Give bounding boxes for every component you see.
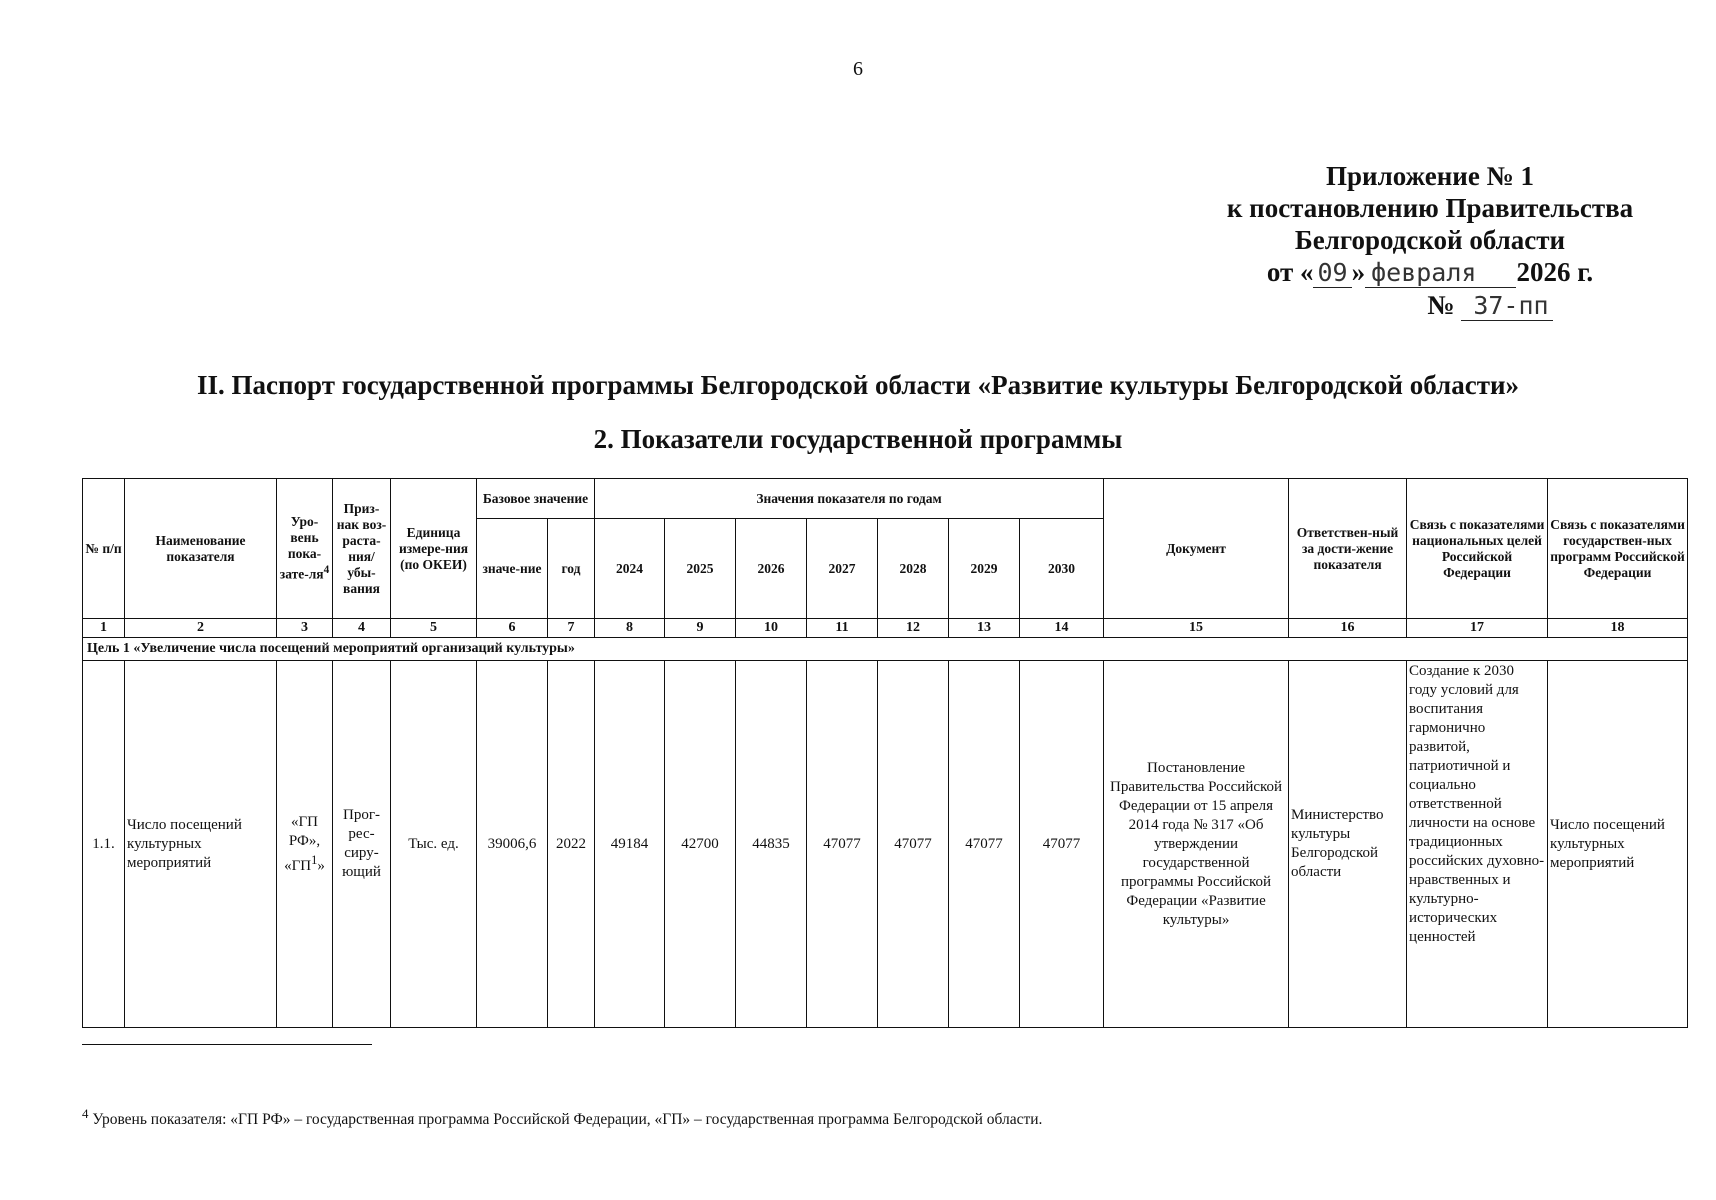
column-number: 12 [878, 619, 949, 638]
goal-row [83, 638, 1688, 661]
header-responsible: Ответствен-ный за дости-жение показателя [1289, 479, 1407, 619]
table-title: 2. Показатели государственной программы [593, 424, 1123, 454]
header-no: № п/п [83, 479, 125, 619]
appendix-date: от « 09 » февраля 2026 г. [1266, 257, 1594, 287]
national-goal-cell: Создание к 2030 году условий для воспитания гармонично развитой, патриотичной и социально ответственной личности на основе традиционных российских духовно-нравственных и культурно-исторических ценностей [1407, 661, 1548, 1028]
year-value: 47077 [807, 661, 878, 1028]
header-programs: Связь с показателями государствен-ных программ Российской Федерации [1548, 479, 1688, 619]
header-year: 2030 [1020, 519, 1104, 619]
header-year: 2027 [807, 519, 878, 619]
header-years-group: Значения показателя по годам [595, 479, 1104, 519]
page-number: 6 [853, 58, 863, 80]
column-number-row [83, 619, 1688, 638]
date-month: февраля [1365, 258, 1516, 288]
appendix-number: № 37-пп [1150, 289, 1710, 322]
column-number: 14 [1020, 619, 1104, 638]
column-number: 13 [949, 619, 1020, 638]
column-number: 3 [277, 619, 333, 638]
header-year: 2025 [665, 519, 736, 619]
column-number: 2 [125, 619, 277, 638]
goal-title: Цель 1 «Увеличение числа посещений мероприятий организаций культуры» [83, 638, 1688, 661]
appendix-block [1150, 160, 1710, 322]
year-value: 47077 [878, 661, 949, 1028]
indicator-level: «ГП РФ», «$ГП^1$» [277, 661, 333, 1028]
responsible-cell: Министерство культуры Белгородской области [1289, 661, 1407, 1028]
column-number: 16 [1289, 619, 1407, 638]
appendix-decree: к постановлению Правительства [1226, 193, 1634, 223]
year-value: 42700 [665, 661, 736, 1028]
column-number: 17 [1407, 619, 1548, 638]
document-cell: Постановление Правительства Российской Федерации от 15 апреля 2014 года № 317 «Об утверждении государственной программы Российской Федерации «Развитие культуры» [1104, 661, 1289, 1028]
section-title: II. Паспорт государственной программы Белгородской области «Развитие культуры Белгородской области» [196, 370, 1520, 400]
header-unit: Единица измере-ния (по ОКЕИ) [391, 479, 477, 619]
indicator-name: Число посещений культурных мероприятий [125, 661, 277, 1028]
year-value: 49184 [595, 661, 665, 1028]
year-value: 44835 [736, 661, 807, 1028]
program-link-cell: Число посещений культурных мероприятий [1548, 661, 1688, 1028]
column-number: 8 [595, 619, 665, 638]
header-name: Наименование показателя [125, 479, 277, 619]
column-number: 5 [391, 619, 477, 638]
footnote: $^4$ Уровень показателя: «ГП РФ» – государственная программа Российской Федерации, «ГП» – государственная программа Белгородской области. [82, 1106, 1043, 1129]
column-number: 6 [477, 619, 548, 638]
header-sign: Приз-нак воз-раста-ния/ убы-вания [333, 479, 391, 619]
indicator-unit: Тыс. ед. [391, 661, 477, 1028]
year-value: 47077 [949, 661, 1020, 1028]
table-row [83, 661, 1688, 1028]
column-number: 18 [1548, 619, 1688, 638]
header-year: 2029 [949, 519, 1020, 619]
row-number: 1.1. [83, 661, 125, 1028]
appendix-title: Приложение № 1 [1326, 161, 1534, 191]
header-base: Базовое значение [477, 479, 595, 519]
column-number: 4 [333, 619, 391, 638]
year-value: 47077 [1020, 661, 1104, 1028]
column-number: 11 [807, 619, 878, 638]
column-number: 1 [83, 619, 125, 638]
column-number: 10 [736, 619, 807, 638]
indicators-table [82, 478, 1688, 1028]
date-year: 2026 г. [1516, 257, 1594, 287]
footnote-divider [82, 1044, 372, 1045]
decree-number: 37-пп [1461, 291, 1552, 321]
column-number: 9 [665, 619, 736, 638]
column-number: 7 [548, 619, 595, 638]
appendix-region: Белгородской области [1294, 225, 1566, 255]
header-document: Документ [1104, 479, 1289, 619]
date-day: 09 [1313, 258, 1351, 288]
header-national: Связь с показателями национальных целей Российской Федерации [1407, 479, 1548, 619]
header-base-year: год [548, 519, 595, 619]
header-row-top [83, 479, 1688, 519]
header-year: 2026 [736, 519, 807, 619]
header-base-value: значе-ние [477, 519, 548, 619]
base-value: 39006,6 [477, 661, 548, 1028]
header-level: Уро-вень пока-$зате-ля^4$ [277, 479, 333, 619]
base-year: 2022 [548, 661, 595, 1028]
header-year: 2028 [878, 519, 949, 619]
column-number: 15 [1104, 619, 1289, 638]
header-year: 2024 [595, 519, 665, 619]
indicator-sign: Прог-рес-сиру-ющий [333, 661, 391, 1028]
